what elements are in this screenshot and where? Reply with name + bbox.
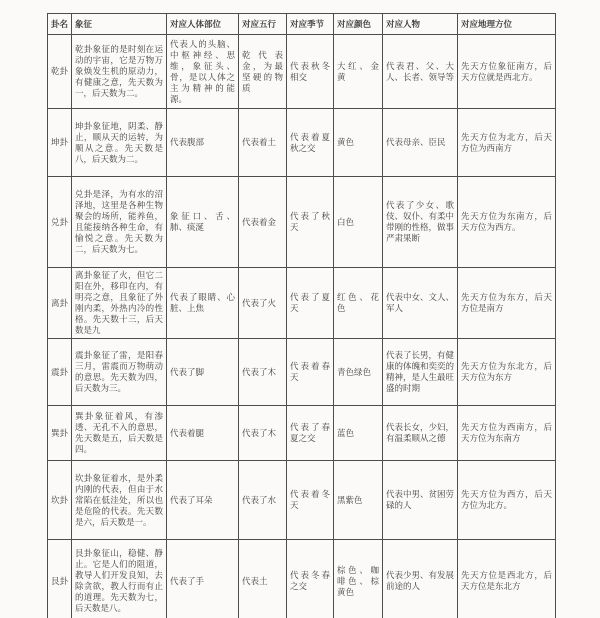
cell-season: 代表了夏天	[287, 268, 334, 339]
table-row	[48, 109, 556, 177]
table-row	[48, 35, 556, 109]
cell-body: 代表了手	[167, 540, 239, 618]
cell-direction: 先天方位象征南方，后天方位就是西北方。	[458, 35, 556, 109]
cell-people: 代表了少女、歌伎、奴仆、有柔中带刚的性格，做事严肃果断	[383, 177, 458, 268]
column-header-season: 对应季节	[287, 14, 334, 35]
cell-symbol: 震卦象征了雷，是阳春三月，雷震而万物萌动的意思。先天数为四，后天数为三。	[72, 339, 167, 406]
cell-symbol: 乾卦象征的是时刻在运动的宇宙，它是万物万象焕发生机的原动力，有健康之意，先天数为一，后天数为二。	[72, 35, 167, 109]
table-row	[48, 461, 556, 540]
cell-body: 象征口、舌、肺、痰涎	[167, 177, 239, 268]
cell-body: 代表着腿	[167, 406, 239, 461]
cell-element: 代表了水	[239, 461, 287, 540]
cell-name: 离卦	[48, 268, 72, 339]
cell-direction: 先天方位为北方，后天方位为西南方	[458, 109, 556, 177]
table-row	[48, 268, 556, 339]
cell-name: 巽卦	[48, 406, 72, 461]
table-row	[48, 406, 556, 461]
cell-symbol: 坎卦象征着水，是外柔内刚的代表，但由于水常陷在低洼处，所以也是危险的代表。先天数是六，后天数是一。	[72, 461, 167, 540]
cell-color: 蓝色	[334, 406, 383, 461]
cell-symbol: 坤卦象征地，阴柔、静止，顺从天的运转，为顺从之意。先天数是八，后天数为二。	[72, 109, 167, 177]
cell-direction: 先天方位为东北方，后天方位为东方	[458, 339, 556, 406]
cell-people: 代表了长男，有健康的体魄和奕奕的精神，是人生最旺盛的时期	[383, 339, 458, 406]
column-header-five-elements: 对应五行	[239, 14, 287, 35]
cell-element: 代表了木	[239, 406, 287, 461]
cell-body: 代表了眼睛、心脏、上焦	[167, 268, 239, 339]
cell-direction: 先天方位为东方，后天方位是南方	[458, 268, 556, 339]
cell-color: 红色、花色	[334, 268, 383, 339]
cell-direction: 先天方位为西方，后天方位为北方。	[458, 461, 556, 540]
cell-color: 大红、金黄	[334, 35, 383, 109]
cell-people: 代表母亲、臣民	[383, 109, 458, 177]
cell-element: 代表土	[239, 540, 287, 618]
cell-season: 代表了春夏之交	[287, 406, 334, 461]
cell-people: 代表君、父、大人、长者、领导等	[383, 35, 458, 109]
cell-element: 代表着金	[239, 177, 287, 268]
cell-color: 黄色	[334, 109, 383, 177]
cell-people: 代表长女，少妇，有温柔顺从之德	[383, 406, 458, 461]
cell-element: 代表着土	[239, 109, 287, 177]
cell-season: 代表了秋天	[287, 177, 334, 268]
cell-season: 代表秋冬相交	[287, 35, 334, 109]
column-header-color: 对应颜色	[334, 14, 383, 35]
cell-season: 代表着冬天	[287, 461, 334, 540]
cell-color: 青色绿色	[334, 339, 383, 406]
cell-name: 乾卦	[48, 35, 72, 109]
table-row	[48, 339, 556, 406]
cell-people: 代表中女、文人、军人	[383, 268, 458, 339]
cell-body: 代表人的头脑、中枢神经、思维，象征头、骨，是以人体之主为精神的能源。	[167, 35, 239, 109]
cell-direction: 先天方位为西南方，后天方位为东南方	[458, 406, 556, 461]
cell-people: 代表少男、有发展前途的人	[383, 540, 458, 618]
cell-body: 代表腹部	[167, 109, 239, 177]
cell-season: 代表着春天	[287, 339, 334, 406]
table-row	[48, 177, 556, 268]
cell-season: 代表着夏秋之交	[287, 109, 334, 177]
cell-color: 白色	[334, 177, 383, 268]
cell-name: 艮卦	[48, 540, 72, 618]
cell-symbol: 艮卦象征山，稳健、静止。它是人们的阻道，教导人们开发良知，去除贪欲，教人行而有止的道理。先天数为七，后天数是八。	[72, 540, 167, 618]
column-header-symbolism: 象征	[72, 14, 167, 35]
cell-symbol: 巽卦象征着风，有渗透、无孔不入的意思，先天数是五，后天数是四。	[72, 406, 167, 461]
cell-name: 坤卦	[48, 109, 72, 177]
column-header-direction: 对应地理方位	[458, 14, 556, 35]
cell-body: 代表了脚	[167, 339, 239, 406]
cell-body: 代表了耳朵	[167, 461, 239, 540]
table-header-row	[48, 14, 556, 35]
cell-name: 震卦	[48, 339, 72, 406]
column-header-trigram-name: 卦名	[48, 14, 72, 35]
column-header-people: 对应人物	[383, 14, 458, 35]
table-row	[48, 540, 556, 618]
cell-symbol: 兑卦是泽，为有水的沼泽地，这里是各种生物聚会的场所，能养鱼，且能接纳各种生命，有愉悦之意。先天数为二，后天数为七。	[72, 177, 167, 268]
cell-color: 黑紫色	[334, 461, 383, 540]
column-header-body-part: 对应人体部位	[167, 14, 239, 35]
cell-name: 兑卦	[48, 177, 72, 268]
cell-element: 代表了火	[239, 268, 287, 339]
cell-name: 坎卦	[48, 461, 72, 540]
bagua-table	[47, 13, 556, 618]
cell-color: 棕色、咖啡色、棕黄色	[334, 540, 383, 618]
cell-symbol: 离卦象征了火，但它二阳在外，移印在内，有明亮之意，且象征了外刚内柔，外热内冷的性格。先天数十三，后天数是九	[72, 268, 167, 339]
cell-direction: 先天方位为东南方，后天方位为西方。	[458, 177, 556, 268]
table-body	[48, 35, 556, 618]
cell-element: 代表了木	[239, 339, 287, 406]
cell-season: 代表冬春之交	[287, 540, 334, 618]
cell-people: 代表中男、贫困劳碌的人	[383, 461, 458, 540]
cell-direction: 先天方位是西北方，后天方位是东北方	[458, 540, 556, 618]
cell-element: 乾代表金，为最坚硬的物质	[239, 35, 287, 109]
